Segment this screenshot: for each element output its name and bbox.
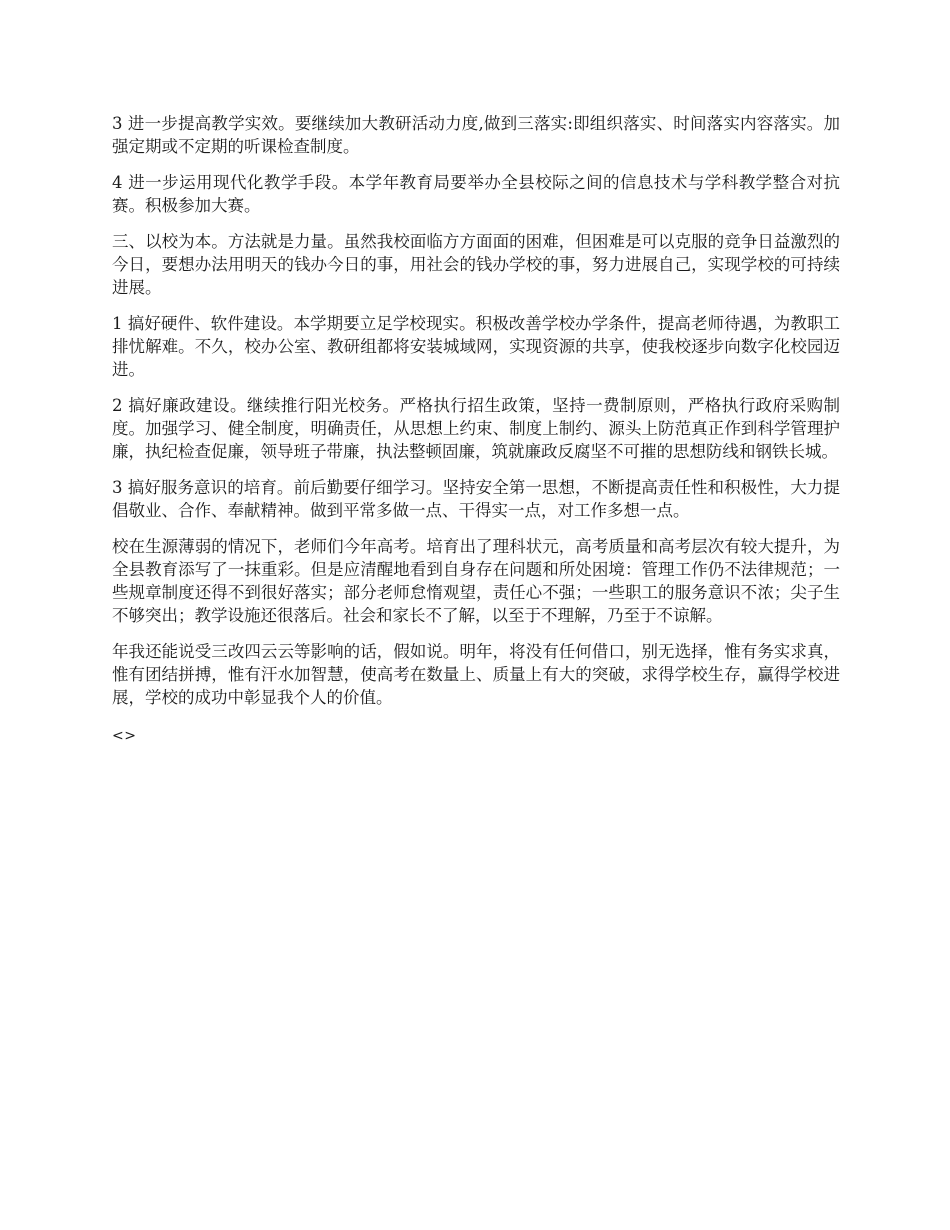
paragraph-item-3: 3 进一步提高教学实效。要继续加大教研活动力度,做到三落实:即组织落实、时间落实内容落实。加强定期或不定期的听课检查制度。	[112, 114, 840, 156]
document-body	[112, 112, 840, 748]
end-marker: <>	[112, 728, 137, 744]
paragraph-service: 3 搞好服务意识的培育。前后勤要仔细学习。坚持安全第一思想，不断提高责任性和积极性，大力提倡敬业、合作、奉献精神。做到平常多做一点、干得实一点，对工作多想一点。	[112, 478, 840, 520]
section-heading-paragraph: 三、以校为本。方法就是力量。虽然我校面临方方面面的困难，但困难是可以克服的竞争日益激烈的今日，要想办法用明天的钱办今日的事，用社会的钱办学校的事，努力进展自己，实现学校的可持续进展。	[112, 232, 840, 297]
paragraph-integrity: 2 搞好廉政建设。继续推行阳光校务。严格执行招生政策，坚持一费制原则，严格执行政府采购制度。加强学习、健全制度，明确责任，从思想上约束、制度上制约、源头上防范真正作到科学管理护廉，执纪检查促廉，领导班子带廉，执法整顿固廉，筑就廉政反腐坚不可摧的思想防线和钢铁长城。	[112, 396, 840, 461]
paragraph-hardware-software: 1 搞好硬件、软件建设。本学期要立足学校现实。积极改善学校办学条件，提高老师待遇，为教职工排忧解难。不久，校办公室、教研组都将安装城域网，实现资源的共享，使我校逐步向数字化校园迈进。	[112, 314, 840, 379]
paragraph-item-4: 4 进一步运用现代化教学手段。本学年教育局要举办全县校际之间的信息技术与学科教学整合对抗赛。积极参加大赛。	[112, 173, 840, 215]
paragraph-outlook: 年我还能说受三改四云云等影响的话，假如说。明年，将没有任何借口，别无选择，惟有务实求真，惟有团结拼搏，惟有汗水加智慧，使高考在数量上、质量上有大的突破，求得学校生存，赢得学校进展，学校的成功中彰显我个人的价值。	[112, 642, 840, 707]
paragraph-situation: 校在生源薄弱的情况下，老师们今年高考。培育出了理科状元，高考质量和高考层次有较大提升，为全县教育添写了一抹重彩。但是应清醒地看到自身存在问题和所处困境：管理工作仍不法律规范；一些规章制度还得不到很好落实；部分老师怠惰观望，责任心不强；一些职工的服务意识不浓；尖子生不够突出；教学设施还很落后。社会和家长不了解，以至于不理解，乃至于不谅解。	[112, 537, 840, 625]
